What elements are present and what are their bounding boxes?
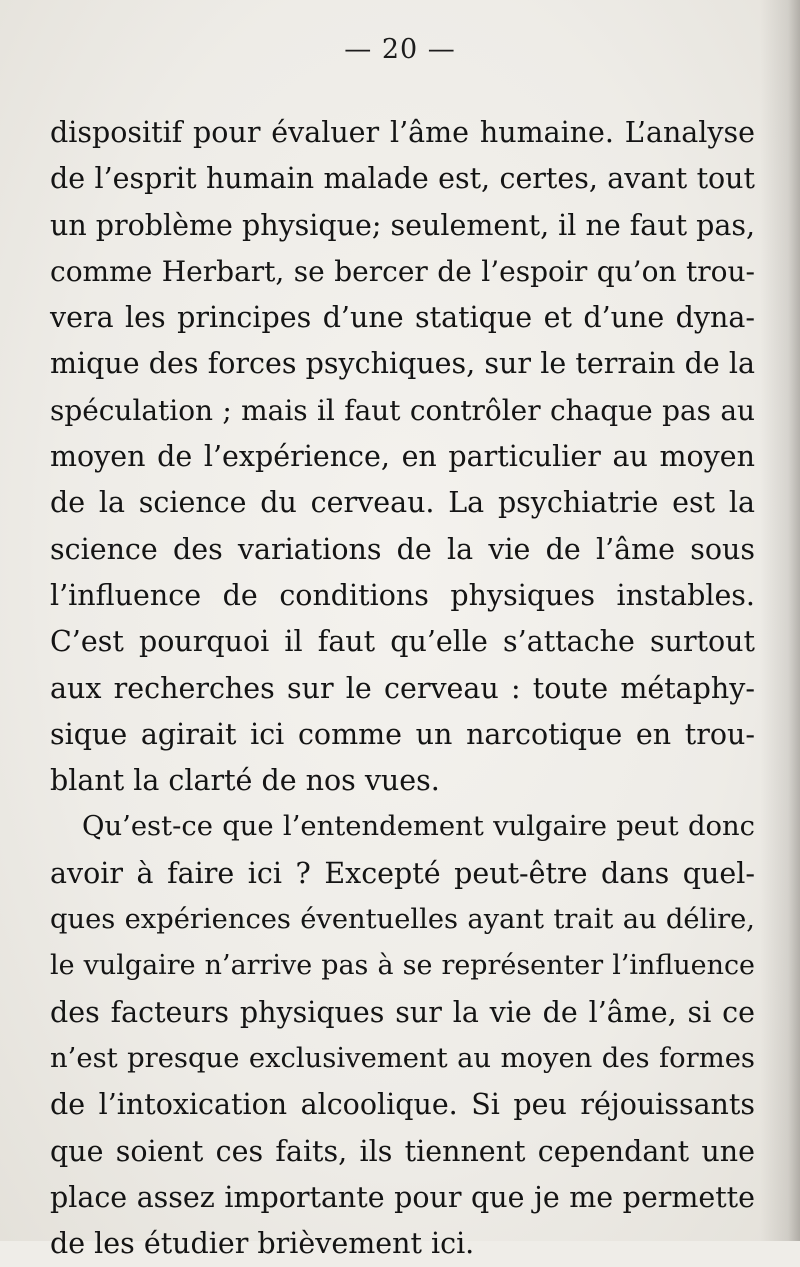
text-line: un problème physique; seulement, il ne faut pas, <box>50 208 756 242</box>
text-line: vera les principes d’une statique et d’une dyna- <box>50 301 755 335</box>
text-line: aux recherches sur le cerveau : toute métaphy- <box>50 671 755 705</box>
text-line: l’influence de conditions physiques instables. <box>50 578 755 612</box>
text-line: de l’esprit humain malade est, certes, avant tout <box>50 162 755 196</box>
text-line: dispositif pour évaluer l’âme humaine. L’analyse <box>50 116 755 149</box>
text-line: avoir à faire ici ? Excepté peut-être dans quel- <box>50 856 755 890</box>
text-line: des facteurs physiques sur la vie de l’âme, si ce <box>50 995 755 1029</box>
text-line: Qu’est-ce que l’entendement vulgaire peut donc <box>82 811 755 843</box>
text-line: que soient ces faits, ils tiennent cependant une <box>50 1134 755 1168</box>
text-line: science des variations de la vie de l’âme sous <box>50 532 755 566</box>
body-text <box>50 110 755 1267</box>
page-number: — 20 — <box>344 34 456 65</box>
text-line: sique agirait ici comme un narcotique en trou- <box>50 717 755 751</box>
text-line: n’est presque exclusivement au moyen des formes <box>50 1042 755 1074</box>
paragraph-2 <box>50 804 755 1267</box>
text-line: place assez importante pour que je me permette <box>50 1180 755 1214</box>
text-line: C’est pourquoi il faut qu’elle s’attache surtout <box>50 625 755 659</box>
text-line: le vulgaire n’arrive pas à se représenter l’influence <box>50 950 755 982</box>
text-line: mique des forces psychiques, sur le terrain de la <box>50 347 755 381</box>
text-line: moyen de l’expérience, en particulier au moyen <box>50 440 755 474</box>
text-line: ques expériences éventuelles ayant trait au délire, <box>50 904 755 936</box>
paragraph-1 <box>50 110 755 804</box>
text-line: comme Herbart, se bercer de l’espoir qu’on trou- <box>50 254 755 288</box>
text-line: spéculation ; mais il faut contrôler chaque pas au <box>50 393 755 427</box>
text-line: blant la clarté de nos vues. <box>50 764 440 798</box>
text-line: de l’intoxication alcoolique. Si peu réjouissants <box>50 1088 755 1122</box>
text-line: de les étudier brièvement ici. <box>50 1227 475 1261</box>
text-line: de la science du cerveau. La psychiatrie est la <box>50 486 755 520</box>
page-gutter-shadow <box>760 0 800 1241</box>
